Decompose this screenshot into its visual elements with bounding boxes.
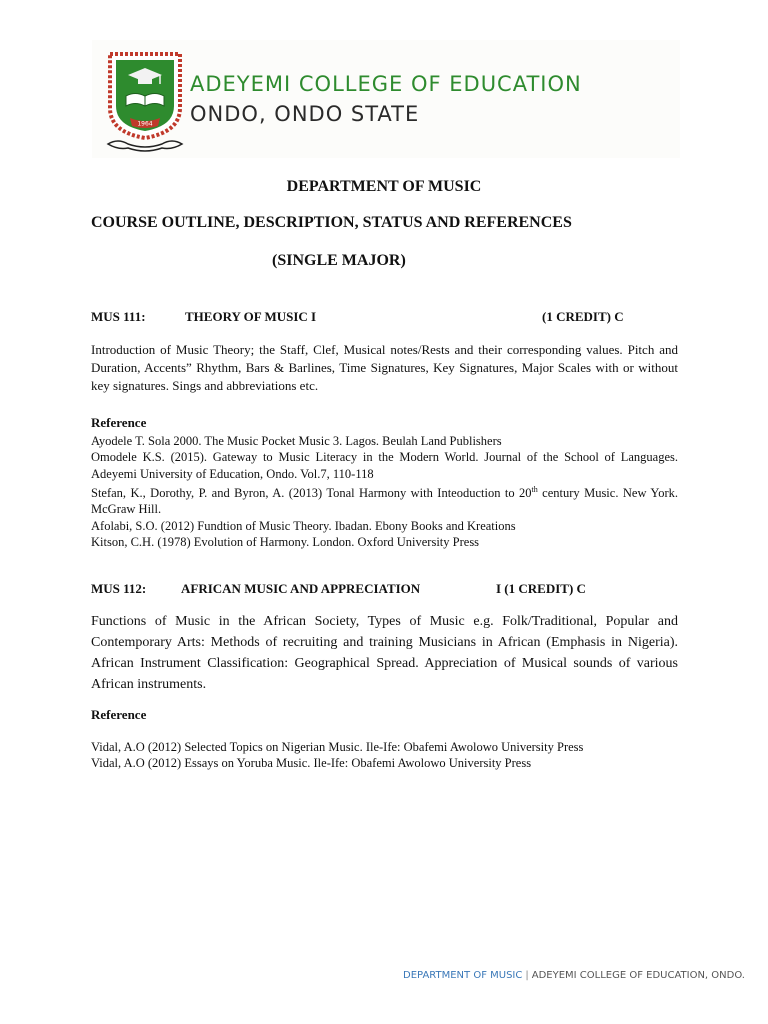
reference-item: Omodele K.S. (2015). Gateway to Music Literacy in the Modern World. Journal of the School of Languages. Adeyemi University of Education, Ondo. Vol.7, 110-118 [91, 450, 678, 481]
college-location: ONDO, ONDO STATE [190, 102, 420, 126]
reference-item: Vidal, A.O (2012) Selected Topics on Nigerian Music. Ile-Ife: Obafemi Awolowo University Press [91, 740, 584, 754]
college-crest-logo [104, 46, 186, 154]
reference-item: Vidal, A.O (2012) Essays on Yoruba Music. Ile-Ife: Obafemi Awolowo University Press [91, 756, 532, 771]
reference-item: Afolabi, S.O. (2012) Fundtion of Music Theory. Ibadan. Ebony Books and Kreations [91, 518, 516, 533]
course-description-mus112: Functions of Music in the African Society, Types of Music e.g. Folk/Traditional, Popular and Contemporary Arts: Methods of recruiting and training Musicians in African (Emphasis in Nigeria). African Instrument Classification: Geographical Spread. Appreciation of Musical sounds of various African instruments. [91, 614, 678, 692]
reference-heading-mus111: Reference [91, 415, 147, 430]
reference-list-mus112 [91, 739, 678, 772]
reference-item: Ayodele T. Sola 2000. The Music Pocket Music 3. Lagos. Beulah Land Publishers [91, 434, 502, 448]
major-heading: (SINGLE MAJOR) [272, 252, 406, 269]
course-header-mus111 [91, 309, 681, 327]
footer-department: DEPARTMENT OF MUSIC [403, 970, 523, 981]
course-title: AFRICAN MUSIC AND APPRECIATION [181, 581, 421, 596]
course-code: MUS 111: [91, 309, 146, 324]
outline-heading: COURSE OUTLINE, DESCRIPTION, STATUS AND REFERENCES [91, 214, 572, 231]
college-name: ADEYEMI COLLEGE OF EDUCATION [190, 72, 582, 96]
course-credit: (1 CREDIT) C [542, 309, 624, 324]
course-description-mus111: Introduction of Music Theory; the Staff, Clef, Musical notes/Rests and their corresponding values. Pitch and Duration, Accents” Rhythm, Bars & Barlines, Time Signatures, Key Signatures, Major Scales with or without key signatures. Sings and abbreviations etc. [91, 342, 678, 393]
footer-separator: | [525, 970, 529, 981]
footer-college: ADEYEMI COLLEGE OF EDUCATION, ONDO. [531, 970, 745, 981]
course-title: THEORY OF MUSIC I [185, 309, 317, 324]
reference-item-stefan: Stefan, K., Dorothy, P. and Byron, A. (2013) Tonal Harmony with Inteoduction to 20th century Music. New York. McGraw Hill. [91, 484, 678, 517]
course-header-mus112 [91, 581, 681, 599]
logo-year: 1964 [137, 120, 153, 128]
letterhead [92, 40, 680, 158]
reference-item: Kitson, C.H. (1978) Evolution of Harmony. London. Oxford University Press [91, 534, 480, 549]
reference-heading-mus112: Reference [91, 707, 147, 722]
reference-list-mus111 [91, 433, 678, 550]
course-credit: I (1 CREDIT) C [496, 581, 586, 596]
page-footer [403, 970, 745, 981]
department-heading: DEPARTMENT OF MUSIC [286, 178, 482, 195]
course-code: MUS 112: [91, 581, 147, 596]
